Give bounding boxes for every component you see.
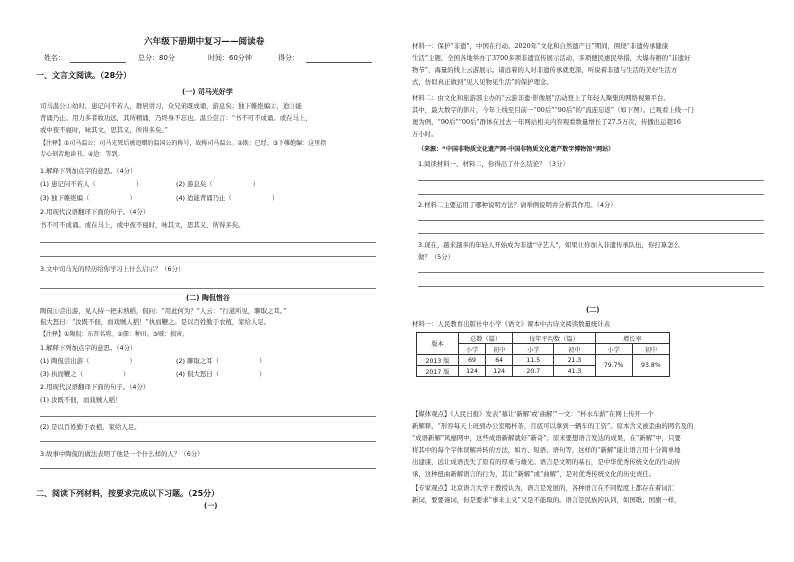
answer-line[interactable]: [40, 441, 376, 442]
answer-line[interactable]: [418, 180, 764, 181]
s2-q3-line-1: 3.现在，越来越多的年轻人开始成为非遗“守艺人”，如果让你加入非遗传承队伍，你打算怎么: [418, 241, 680, 249]
answer-line[interactable]: [418, 194, 764, 195]
material4-line-5: 出建康，远让成语丧失了原有的厚重与雄光。语言是文明的基石，是中华优秀传统文化的生动传: [412, 458, 681, 466]
section2-heading: 二、阅读下列材料，按要求完成以下习题。（25分）: [36, 489, 220, 498]
material4-line-6: 承，这种扭曲新解语言的行为，其让“新解”或“曲解”，是对优秀传统文化的历史责任。: [412, 470, 656, 478]
total-score-label: 总分：80分: [138, 54, 175, 62]
answer-line[interactable]: [40, 468, 376, 469]
page-title: 六年级下册期中复习——阅读卷: [144, 37, 265, 47]
passage1-notes-2: 专心刻苦地读书。④迨：等到。: [40, 151, 124, 158]
section2-sub2: (二): [586, 306, 600, 314]
material1-line-3: 物节”，海量的线上云游展示。诸远着的人对非遗传承就更深，听说着非遗与生活的美好生活方: [412, 66, 678, 74]
p1-q3: 3.文中司马光的经历给你学习上什么启示？（6分）: [40, 265, 185, 273]
p2-q1-item1[interactable]: (1) 陶侃尝出游（ ）: [40, 357, 136, 365]
th-middle: 初中: [632, 344, 669, 355]
name-blank[interactable]: [70, 62, 126, 63]
p1-q1: 1.解释下列加点字的意思。（4分）: [40, 167, 137, 175]
material2-line-4: 万小时。: [412, 130, 438, 138]
passage2-title: (二) 陶侃惜谷: [186, 294, 230, 302]
table-cell: 21.3: [554, 355, 595, 366]
answer-line[interactable]: [40, 242, 376, 243]
material4-line-7: 【专家观点】北京语言大学王教授认为，语言是发展的，各种语言在不同程度上都存在着词汇: [412, 484, 675, 492]
th-middle: 初中: [554, 344, 595, 355]
material1-line-4: 式，仿似真正做到“见人见物见生活”的保护理念。: [412, 78, 553, 86]
table-row: [417, 355, 670, 366]
passage2-notes: 【注释】①陶侃：东晋名将。②佃：种田。③贼：损害。: [40, 331, 189, 338]
answer-line[interactable]: [418, 233, 764, 234]
passage1-notes-1: 【注释】①司马温公：司马光死后被追赠的温国公的称号，故称司马温公。②既：已经。③下帷绝编：这里指: [40, 140, 327, 147]
name-label: 姓名：: [44, 54, 65, 62]
answer-line[interactable]: [40, 256, 376, 257]
th-primary: 小学: [595, 344, 632, 355]
score-blank[interactable]: [306, 62, 372, 63]
table-cell: 124: [486, 366, 513, 377]
th-growth: 增长率: [595, 333, 669, 344]
material4-line-8: 新词，要要谨词，但是要求“事来主义”又是不能取的。语言是民族的认同，如国歌、国旗一样，: [412, 496, 681, 504]
material2-line-2: 其中，最大数字的影片，今年上线至目前一“00后”“90后”的“流连忘返”（如下图）。已观看上线一门: [412, 106, 694, 114]
reading-stats-table: [416, 332, 670, 377]
source-note: （来源：“中国非物质文化遗产网·中国非物质文化遗产数字博物馆”网站）: [418, 146, 615, 153]
table-cell: 41.3: [554, 366, 595, 377]
time-label: 时间：60分钟: [208, 54, 252, 62]
material4-line-4: 将其中的每个字体误解并转的方法，如方、短语、语句等，这样的“新解”能让语言用十分简单地: [412, 446, 681, 454]
section1-heading: 一、文言文阅读。（28分）: [36, 71, 132, 80]
passage2-line-1: 陶侃①尝出游，见人持一把未熟稻，侃问：“用此何为？”人云：“行道所见，聊取之耳。”: [40, 307, 287, 315]
p2-q1-item3[interactable]: (3) 执而鞭之（ ）: [40, 370, 130, 378]
table-cell: 124: [459, 366, 486, 377]
passage2-line-2: 侃大怒曰：“汝既不佃，而戏贼人稻！”执而鞭之。是以百姓勤于农植，家给人足。: [40, 318, 271, 326]
passage1-line-3: 或中夜不寝时，咏其文，思其义，所得多矣。”: [40, 126, 168, 134]
table-cell: 2017 版: [417, 366, 459, 377]
p1-q1-item3[interactable]: (3) 独下帷绝编（ ）: [40, 194, 136, 202]
answer-line[interactable]: [418, 272, 764, 273]
section2-sub1: (一): [204, 502, 218, 510]
material1-line-2: 生活”主题，全国各地举办了3700多项非遗宣传展示活动，多项便民惠民举措，大爆寿辦的“非遗好: [412, 54, 691, 62]
passage1-line-2: 背诵乃止。用力多者收功远，其所精诵，乃终身不忘也。温公尝言：“书不可不成诵。或在马上，: [40, 114, 312, 122]
p2-q1-item4[interactable]: (4) 侃大怒曰（ ）: [176, 370, 266, 378]
p1-q2: 2.用现代汉语翻译下面的句子。（4分）: [40, 208, 150, 216]
p2-q2: 2.用现代汉语翻译下面的句子。（4分）: [40, 383, 150, 391]
table-cell: 11.5: [513, 355, 554, 366]
p1-q1-item1[interactable]: (1) 患记问不若人（ ）: [40, 180, 143, 188]
answer-line[interactable]: [418, 220, 764, 221]
p2-q2-s1: (1) 汝既不佃，而戏贼人稻！: [40, 396, 122, 404]
passage1-title: (一) 司马光好学: [182, 88, 233, 96]
p1-q2-sentence: 书不可不成诵。或在马上，或中夜不寝时，咏其文，思其义，所得多矣。: [40, 221, 245, 229]
table-cell: 69: [459, 355, 486, 366]
material3-caption: 材料一：人民教育出版社中小学《语文》课本中古诗文阅读数量统计表: [412, 320, 611, 328]
th-primary: 小学: [459, 344, 486, 355]
th-avg: 每年平均数（篇）: [513, 333, 595, 344]
p1-q1-item4[interactable]: (4) 迨能背诵乃止（ ）: [176, 194, 279, 202]
material4-line-1: 【媒体观点】《人民日报》发表“慕让‘新解’或‘曲解’”一文：“杯水车薪”在网上传开一个: [412, 410, 654, 418]
p2-q1-item2[interactable]: (2) 聊取之耳（ ）: [176, 357, 266, 365]
s2-q3-line-2: 做？（5分）: [418, 253, 455, 261]
material4-line-2: 新解释，“形容每天上班到办公室喝杯茶，月底可以拿到一辆车的工资”。原本含义被歪曲的网名及的: [412, 422, 694, 430]
th-version: 版本: [417, 333, 459, 355]
p1-q1-item2[interactable]: (2) 游息矣（ ）: [176, 180, 260, 188]
th-middle: 初中: [486, 344, 513, 355]
growth-middle-cell: 93.8%: [632, 355, 669, 377]
p2-q2-s2: (2) 是以百姓勤于农植，家给人足。: [40, 423, 141, 431]
answer-line[interactable]: [40, 288, 376, 289]
material2-line-3: 奥为例，“90后”“00后”群体在过去一年网站相关内容观看数量增长了27.5万次，传播出运超16: [412, 118, 681, 126]
s2-q1: 1.阅读材料一、材料二，你得出了什么结论？（3分）: [418, 160, 569, 168]
th-primary: 小学: [513, 344, 554, 355]
answer-line[interactable]: [418, 286, 764, 287]
material4-line-3: “成语新解”风靡网中，这些成语新解就好“新奇”。原来要想语言发达的成果，在“新解”中，只要: [412, 434, 681, 442]
p2-q1: 1.解释下列加点字的意思。（4分）: [40, 344, 137, 352]
table-cell: 2013 版: [417, 355, 459, 366]
s2-q2: 2.材料二主要运用了哪种说明方法？请举例说明并分析其作用。（4分）: [418, 201, 617, 209]
table-cell: 64: [486, 355, 513, 366]
score-label: 得分：: [278, 54, 299, 62]
growth-primary-cell: 79.7%: [595, 355, 632, 377]
material2-line-1: 材料二：由文化和旅游部主办的“云游非遗·影像展”活动登上了年轻人聚集的网络视频平台。: [412, 94, 670, 102]
answer-line[interactable]: [40, 416, 376, 417]
passage1-line-1: 司马温公①幼时，患记问不若人，群居讲习，众兄弟既成诵，游息矣；独下帷绝编②，迨③能: [40, 102, 303, 110]
material1-line-1: 材料一：保护“非遗”，中国在行动。2020年“文化和自然遗产日”期间，围绕“非遗传承健康: [412, 42, 669, 50]
th-total: 总数（篇）: [459, 333, 513, 344]
p2-q3: 3.故事中陶侃的做法表明了他是一个什么样的人？（6分）: [40, 450, 204, 458]
table-cell: 20.7: [513, 366, 554, 377]
